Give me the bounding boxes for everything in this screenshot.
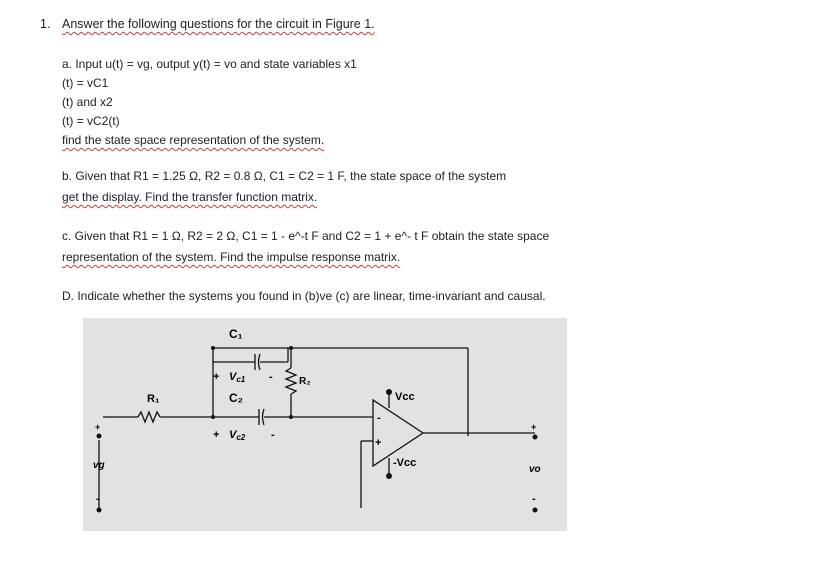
part-a-line-1: a. Input u(t) = vg, output y(t) = vo and state variables x1 — [62, 57, 357, 71]
opamp-minus: - — [377, 412, 381, 424]
part-b-line-2: get the display. Find the transfer function matrix. — [62, 190, 318, 204]
part-c-line-1: c. Given that R1 = 1 Ω, R2 = 2 Ω, C1 = 1 - e^-t F and C2 = 1 + e^- t F obtain the state space — [62, 229, 550, 243]
circuit-figure — [83, 318, 567, 531]
vc2-label: Vc2 — [229, 429, 246, 442]
r1-zigzag — [138, 412, 160, 422]
part-c-line-2: representation of the system. Find the impulse response matrix. — [62, 250, 401, 264]
c1-plate-right — [259, 354, 261, 370]
vo-terminal-bottom — [533, 508, 538, 513]
part-a-line-4: (t) = vC2(t) — [62, 114, 120, 128]
vo-minus: - — [532, 493, 536, 505]
neg-vcc-terminal — [386, 473, 392, 479]
r1-label: R₁ — [147, 393, 160, 405]
part-a-line-3: (t) and x2 — [62, 95, 113, 109]
part-a-line-2: (t) = vC1 — [62, 76, 109, 90]
vo-terminal-top — [533, 435, 538, 440]
r2-zigzag — [286, 368, 296, 394]
vcc-label: Vcc — [395, 391, 415, 403]
vo-plus: + — [531, 422, 537, 432]
vc2-minus: - — [271, 429, 275, 441]
vg-terminal-bottom — [97, 508, 102, 513]
vc1-plus: + — [213, 371, 220, 383]
vcc-terminal — [386, 389, 392, 395]
c1-label: C₁ — [229, 327, 243, 341]
c2-label: C₂ — [229, 391, 243, 405]
part-b-line-1: b. Given that R1 = 1.25 Ω, R2 = 0.8 Ω, C1 = C2 = 1 F, the state space of the system — [62, 169, 507, 183]
vg-minus: - — [96, 493, 100, 505]
vc1-minus: - — [269, 371, 273, 383]
question-number: 1. — [40, 17, 51, 31]
vg-label: vg — [93, 460, 105, 471]
circuit-diagram — [83, 318, 567, 531]
vc1-label: Vc1 — [229, 371, 246, 384]
part-d-line-1: D. Indicate whether the systems you found in (b)ve (c) are linear, time-invariant and causal. — [62, 289, 546, 303]
part-a-line-5: find the state space representation of the system. — [62, 133, 325, 147]
r2-label: R₂ — [299, 376, 311, 387]
vg-terminal-top — [97, 434, 102, 439]
question-title: Answer the following questions for the circuit in Figure 1. — [62, 17, 375, 31]
neg-vcc-label: -Vcc — [393, 457, 417, 469]
vo-label: vo — [529, 464, 541, 475]
vg-plus: + — [95, 422, 101, 432]
c2-plate-right — [263, 409, 265, 425]
opamp-plus: + — [375, 437, 382, 449]
vc2-plus: + — [213, 429, 220, 441]
